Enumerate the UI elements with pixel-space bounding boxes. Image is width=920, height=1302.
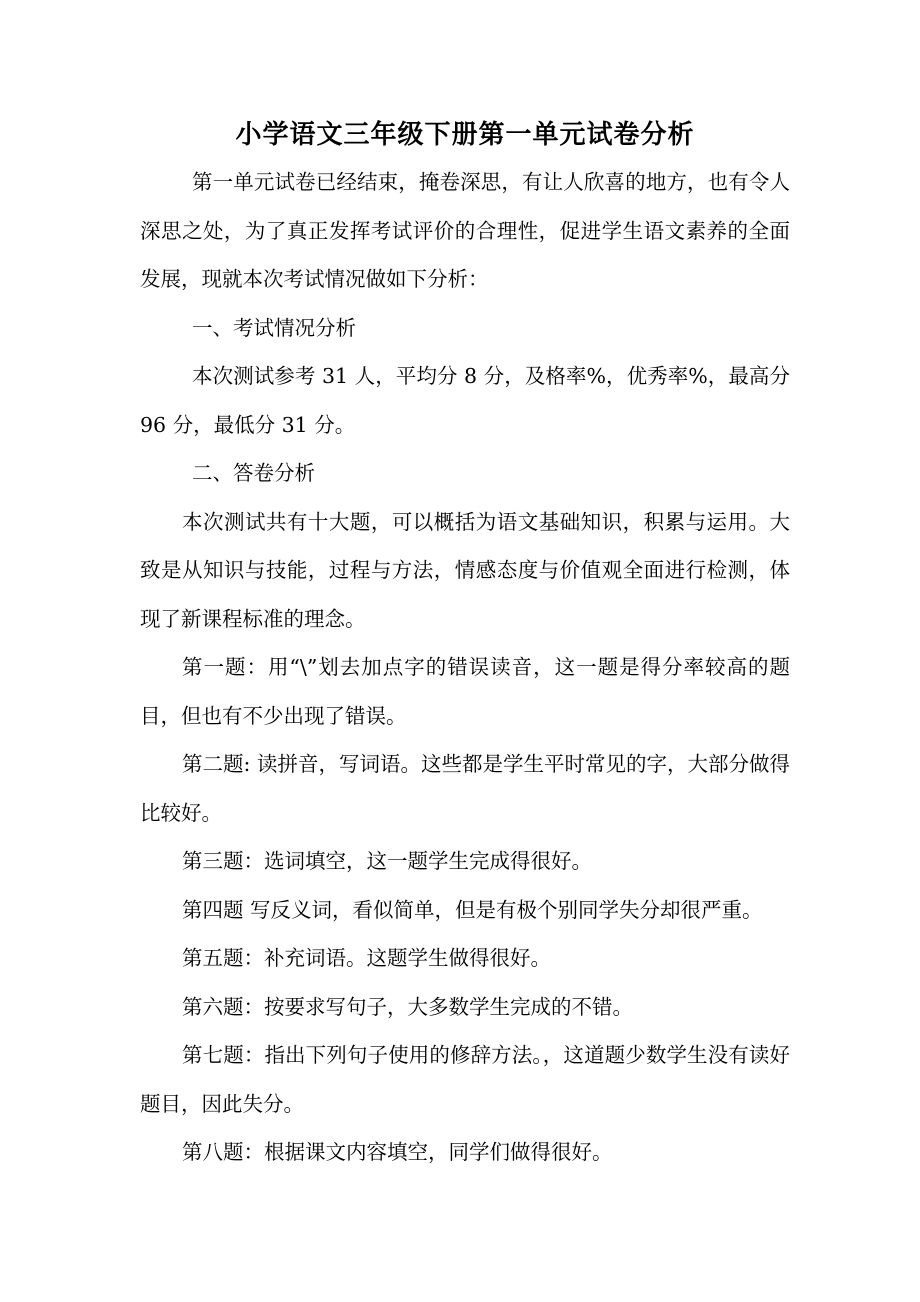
analysis-overview-paragraph: 本次测试共有十大题，可以概括为语文基础知识，积累与运用。大致是从知识与技能，过程与方法，情感态度与价值观全面进行检测，体现了新课程标准的理念。 [140,509,790,631]
intro-paragraph: 第一单元试卷已经结束，掩卷深思，有让人欣喜的地方，也有令人深思之处，为了真正发挥考试评价的合理性，促进学生语文素养的全面发展，现就本次考试情况做如下分析： [140,170,790,291]
question-2-paragraph: 第二题: 读拼音，写词语。这些都是学生平时常见的字，大部分做得比较好。 [140,752,790,825]
exam-stats-paragraph: 本次测试参考 31 人，平均分 8 分，及格率%，优秀率%，最高分 96 分，最低分 31 分。 [140,364,790,437]
question-5-paragraph: 第五题：补充词语。这题学生做得很好。 [182,946,551,970]
question-8-paragraph: 第八题：根据课文内容填空，同学们做得很好。 [182,1140,613,1164]
section-heading-exam-overview: 一、考试情况分析 [192,315,356,340]
question-3-paragraph: 第三题：选词填空，这一题学生完成得很好。 [182,849,592,873]
section-heading-answer-analysis: 二、答卷分析 [192,461,315,485]
question-6-paragraph: 第六题：按要求写句子，大多数学生完成的不错。 [182,994,633,1019]
question-4-paragraph: 第四题 写反义词，看似简单，但是有极个别同学失分却很严重。 [182,897,763,922]
question-7-paragraph: 第七题：指出下列句子使用的修辞方法。，这道题少数学生没有读好题目，因此失分。 [140,1043,790,1116]
document-body [140,112,790,1177]
question-1-paragraph: 第一题：用“\”划去加点字的错误读音，这一题是得分率较高的题目，但也有不少出现了错误。 [140,655,790,728]
document-title: 小学语文三年级下册第一单元试卷分析 [235,120,695,150]
